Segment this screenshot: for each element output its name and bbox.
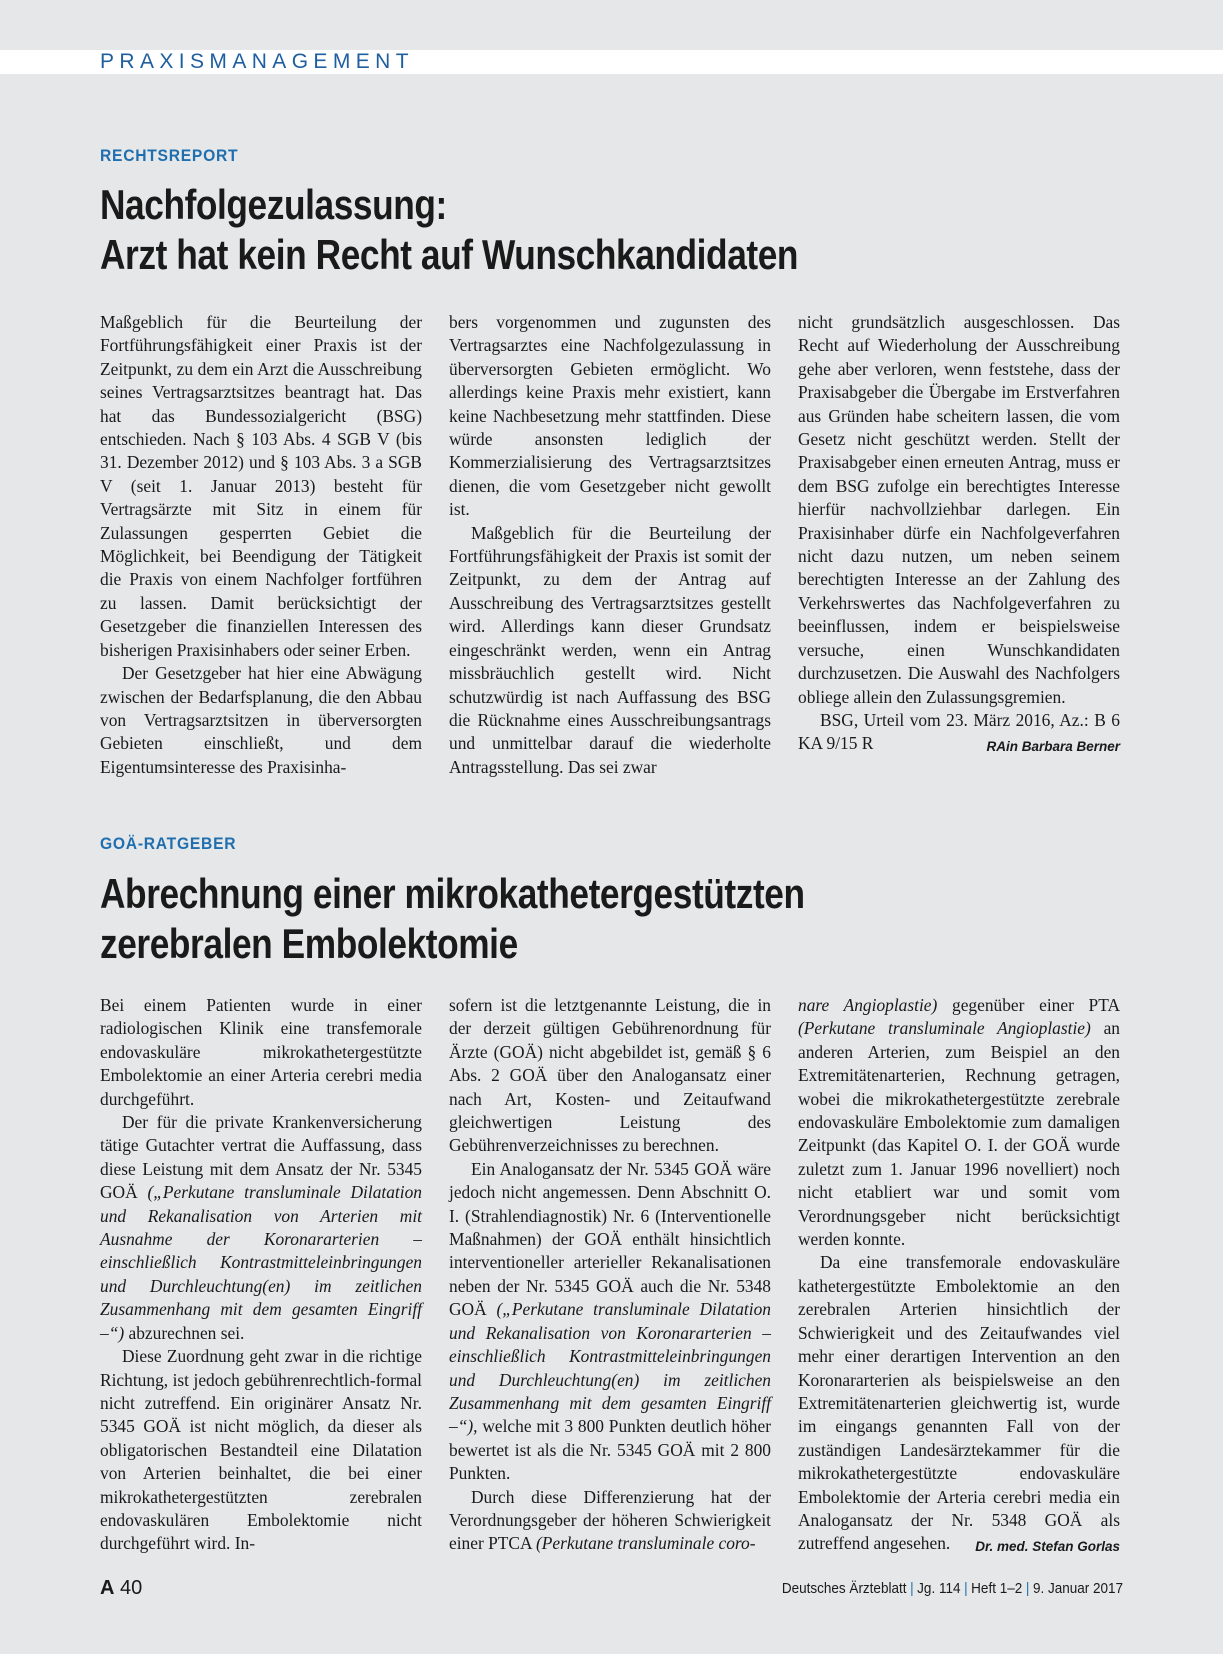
italic-quote: („Perkutane transluminale Dilatation und Rekanalisation von Koronararterien – einschließlich Kontrastmitteleinbringungen und Durchleuchtung(en) im zeitlichen Zusammenhang mit dem gesamten Eingriff –“), [449, 1299, 771, 1437]
journal-issue: Heft 1–2 [971, 1580, 1023, 1597]
paragraph [449, 1158, 771, 1486]
paragraph [798, 1251, 1120, 1555]
article2-author: Dr. med. Stefan Gorlas [975, 1539, 1120, 1555]
text-run: Da eine transfemorale endovaskuläre kathetergestützte Embolektomie an den zerebralen Arterien hinsichtlich der Schwierigkeit und des Zeitaufwandes viel mehr einer derartigen Intervention an den Koronararterien als beispielsweise an den Extremitätenarterien gleichwertig ist, wurde im eingangs genannten Fall von der zuständigen Landesärztekammer für die mikrokathetergestützte endovaskuläre Embolektomie der Arteria cerebri media ein Analogansatz der Nr. 5348 GOÄ als zutreffend angesehen. [798, 1252, 1120, 1554]
paragraph [449, 1486, 771, 1556]
text-run: an anderen Arterien, zum Beispiel an den Extremitätenarterien, Rechnung getragen, wobei die mikrokathetergestützte zerebrale endovaskuläre Embolektomie zum damaligen Zeitpunkt (das Kapitel O. I. der GOÄ wurde zuletzt zum 1. Januar 1996 novelliert) noch nicht etabliert war und somit vom Verordnungsgeber nicht berücksichtigt werden konnte. [798, 1018, 1120, 1250]
separator: | [910, 1580, 914, 1597]
italic-quote: nare Angioplastie) [798, 995, 938, 1015]
journal-name: Deutsches Ärzteblatt [781, 1580, 907, 1597]
paragraph [100, 1111, 422, 1345]
journal-date: 9. Januar 2017 [1032, 1580, 1123, 1597]
section-label: PRAXISMANAGEMENT [100, 50, 414, 73]
separator: | [1025, 1580, 1030, 1597]
text-run: Durch diese Differenzierung hat der Verordnungsgeber der höheren Schwierigkeit einer PTCA [449, 1486, 771, 1554]
article1-author: RAin Barbara Berner [986, 739, 1120, 755]
paragraph: Bei einem Patienten wurde in einer radiologischen Klinik eine transfemorale endovaskuläre mikrokathetergestützte Embolektomie an einer Arteria cerebri media durchgeführt. [100, 995, 422, 1109]
paragraph: bers vorgenommen und zugunsten des Vertragsarztes eine Nachfolgezulassung in überversorgten Gebieten ermöglicht. Wo allerdings keine Praxis mehr existiert, kann keine Nachbesetzung mehr stattfinden. Diese würde ansonsten lediglich der Kommerzialisierung des Vertragsarztsitzes dienen, die vom Gesetzgeber nicht gewollt ist. [449, 312, 771, 520]
article1-title-line2: Arzt hat kein Recht auf Wunschkandidaten [100, 231, 799, 278]
journal-volume: Jg. 114 [917, 1580, 961, 1597]
article2-column-1 [100, 994, 422, 1556]
paragraph: nicht grundsätzlich ausgeschlossen. Das Recht auf Wiederholung der Ausschreibung gehe aber verloren, wenn feststehe, dass der Praxisabgeber die Übergabe im Erstverfahren aus Gründen habe scheitern lassen, die vom Gesetz nicht geschützt werden. Stellt der Praxisabgeber einen erneuten Antrag, muss er dem BSG zufolge ein berechtigtes Interesse hierfür nachvollziehbar darlegen. Ein Praxisinhaber dürfe ein Nachfolgeverfahren nicht dazu nutzen, um neben seinem berechtigten Interesse an der Zahlung des Verkehrswertes das Nachfolgeverfahren zu beeinflussen, indem er beispielsweise versuche, einen Wunschkandidaten durchzusetzen. Die Auswahl des Nachfolgers obliege allein den Zulassungsgremien. [798, 312, 1120, 707]
article2-title [100, 869, 805, 969]
article2-kicker: GOÄ-RATGEBER [100, 834, 237, 853]
footer-source [782, 1580, 1123, 1597]
text-run: welche mit 3 800 Punkten deutlich höher bewertet ist als die Nr. 5345 GOÄ mit 2 800 Punkten. [449, 1416, 771, 1484]
italic-quote: („Perkutane transluminale Dilatation und Rekanalisation von Arterien mit Ausnahme der Koronararterien – einschließlich Kontrastmitteleinbringungen und Durchleuchtung(en) im zeitlichen Zusammenhang mit dem gesamten Eingriff –“) [100, 1182, 422, 1343]
italic-quote: (Perkutane transluminale coro- [535, 1533, 756, 1554]
paragraph: Maßgeblich für die Beurteilung der Fortführungsfähigkeit einer Praxis ist der Zeitpunkt, zu dem ein Arzt die Ausschreibung seines Vertragsarztsitzes beantragt hat. Das hat das Bundessozialgericht (BSG) entschieden. Nach § 103 Abs. 4 SGB V (bis 31. Dezember 2012) und § 103 Abs. 3 a SGB V (seit 1. Januar 2013) besteht für Vertragsärzte mit Sitz in einem für Zulassungen gesperrten Gebiet die Möglichkeit, bei Beendigung der Tätigkeit die Praxis von einem Nachfolger fortführen zu lassen. Damit berücksichtigt der Gesetzgeber die finanziellen Interessen des bisherigen Praxisinhabers oder seiner Erben. [100, 312, 422, 660]
article2-column-2 [449, 994, 771, 1556]
separator: | [964, 1580, 968, 1597]
paragraph [798, 994, 1120, 1251]
article1-column-2 [449, 311, 771, 779]
article1-column-3 [798, 311, 1120, 759]
paragraph: Maßgeblich für die Beurteilung der Fortführungsfähigkeit der Praxis ist somit der Zeitpunkt, zu dem der Antrag auf Ausschreibung des Vertragsarztsitzes gestellt wird. Allerdings kann dieser Grundsatz eingeschränkt werden, wenn ein Antrag missbräuchlich gestellt wird. Nicht schutzwürdig ist nach Auffassung des BSG die Rücknahme eines Ausschreibungsantrags und unmittelbar darauf die wiederholte Antragsstellung. Das sei zwar [449, 522, 771, 777]
text-run: gegenüber einer PTA [937, 995, 1121, 1015]
article2-title-line1: Abrechnung einer mikrokathetergestützten [100, 870, 805, 917]
italic-quote: (Perkutane transluminale Angioplastie) [798, 1018, 1091, 1039]
article2-title-line2: zerebralen Embolektomie [100, 920, 518, 967]
paragraph: sofern ist die letztgenannte Leistung, die in der derzeit gültigen Gebührenordnung für Ärzte (GOÄ) nicht abgebildet ist, gemäß § 6 Abs. 2 GOÄ über den Analogansatz einer nach Art, Kosten- und Zeitaufwand gleichwertigen Leistung des Gebührenverzeichnisses zu berechnen. [449, 995, 771, 1156]
citation-text: BSG, Urteil vom 23. März 2016, Az.: B 6 KA 9/15 R [798, 709, 1120, 754]
article1-title-line1: Nachfolgezulassung: [100, 181, 447, 228]
text-run: Der für die private Krankenversicherung tätige Gutachter vertrat die Auffassung, dass diese Leistung mit dem Ansatz der Nr. 5345 GOÄ [100, 1112, 422, 1203]
article1-column-1 [100, 311, 422, 779]
article1-kicker: RECHTSREPORT [100, 146, 239, 165]
page-number-value: 40 [120, 1577, 143, 1599]
article1-title [100, 180, 798, 280]
article2-column-3 [798, 994, 1120, 1559]
page-number [100, 1577, 142, 1600]
paragraph: Diese Zuordnung geht zwar in die richtige Richtung, ist jedoch gebührenrechtlich-formal nicht zutreffend. Ein originärer Ansatz Nr. 5345 GOÄ ist nicht möglich, da dieser als obligatorischen Bestandteil eine Dilatation von Arterien beinhaltet, die bei einer mikrokathetergestützten zerebralen endovaskulären Embolektomie nicht durchgeführt wird. In- [100, 1346, 422, 1554]
citation [798, 709, 1120, 756]
paragraph: Der Gesetzgeber hat hier eine Abwägung zwischen der Bedarfsplanung, die den Abbau von Vertragsarztsitzen in überversorgten Gebieten einschließt, und dem Eigentumsinteresse des Praxisinha- [100, 663, 422, 777]
text-run: Ein Analogansatz der Nr. 5345 GOÄ wäre jedoch nicht angemessen. Denn Abschnitt O. I. (Strahlendiagnostik) Nr. 6 (Interventionelle Maßnahmen) der GOÄ enthält hinsichtlich interventioneller arterieller Rekanalisationen neben der Nr. 5345 GOÄ auch die Nr. 5348 GOÄ [449, 1158, 771, 1320]
page-prefix: A [100, 1577, 115, 1599]
text-run: abzurechnen sei. [124, 1322, 245, 1343]
